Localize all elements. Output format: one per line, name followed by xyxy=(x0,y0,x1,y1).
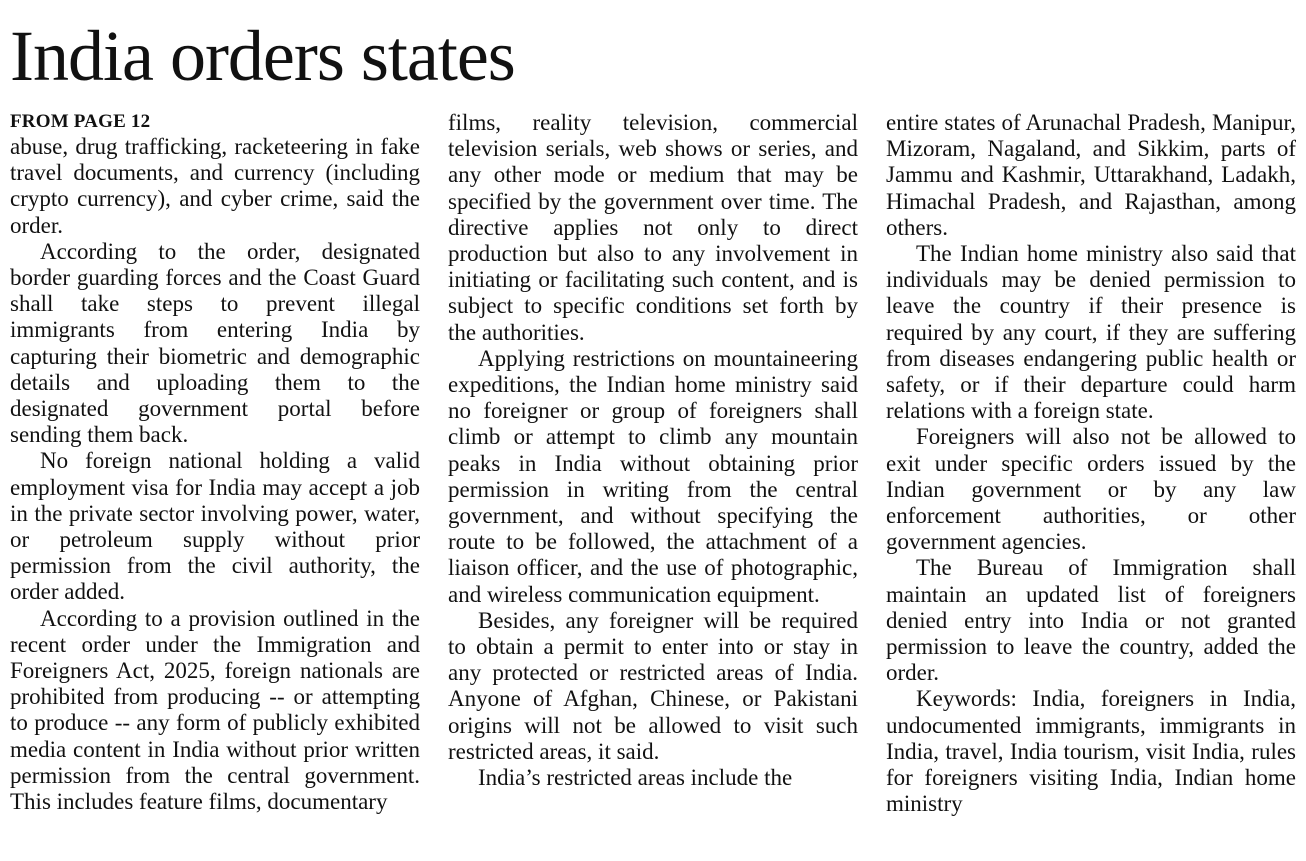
paragraph: India’s restricted areas include the xyxy=(478,765,793,791)
paragraph: According to a provision outlined in the recent order under the Immigration and Foreigners Act, 2025, foreign nationals are prohibited from producing -- or attempting to produce -- any form of publicly exhibited media content in India without prior written permission from the central government. This includes feature films, documentary xyxy=(10,605,420,815)
paragraph: The Indian home ministry also said that individuals may be denied permission to leave the country if their presence is required by any court, if they are suffering from diseases endangering public health or safety, or if their departure could harm relations with a foreign state. xyxy=(886,241,1296,424)
article-column-3 xyxy=(886,110,1296,855)
paragraph: entire states of Arunachal Pradesh, Manipur, Mizoram, Nagaland, and Sikkim, parts of Jammu and Kashmir, Uttarakhand, Ladakh, Himachal Pradesh, and Rajasthan, among others. xyxy=(886,110,1296,240)
paragraph: abuse, drug trafficking, racketeering in fake travel documents, and currency (including crypto currency), and cyber crime, said the order. xyxy=(10,134,420,238)
keywords-paragraph: Keywords: India, foreigners in India, undocumented immigrants, immigrants in India, travel, India tourism, visit India, rules for foreigners visiting India, Indian home ministry xyxy=(886,686,1296,817)
paragraph: No foreign national holding a valid employment visa for India may accept a job in the private sector involving power, water, or petroleum supply without prior permission from the civil authority, the order added. xyxy=(10,448,420,605)
paragraph: Besides, any foreigner will be required to obtain a permit to enter into or stay in any protected or restricted areas of India. Anyone of Afghan, Chinese, or Pakistani origins will not be allowed to visit such restricted areas, it said. xyxy=(448,607,858,764)
article-column-2 xyxy=(448,110,858,855)
paragraph: films, reality television, commercial television serials, web shows or series, and any other mode or medium that may be specified by the government over time. The directive applies not only to direct production but also to any involvement in initiating or facilitating such content, and is subject to specific conditions set forth by the authorities. xyxy=(448,110,858,345)
article-column-1 xyxy=(10,110,420,855)
paragraph: Foreigners will also not be allowed to exit under specific orders issued by the Indian government or by any law enforcement authorities, or other government agencies. xyxy=(886,424,1296,555)
paragraph: According to the order, designated border guarding forces and the Coast Guard shall take steps to prevent illegal immigrants from entering India by capturing their biometric and demographic details and uploading them to the designated government portal before sending them back. xyxy=(10,238,420,448)
headline: India orders states xyxy=(10,16,515,96)
dateline: FROM PAGE 12 xyxy=(10,111,151,132)
paragraph: The Bureau of Immigration shall maintain an updated list of foreigners denied entry into India or not granted permission to leave the country, added the order. xyxy=(886,555,1296,686)
paragraph: Applying restrictions on mountaineering expeditions, the Indian home ministry said no foreigner or group of foreigners shall climb or attempt to climb any mountain peaks in India without obtaining prior permission in writing from the central government, and without specifying the route to be followed, the attachment of a liaison officer, and the use of photographic, and wireless communication equipment. xyxy=(448,345,858,607)
